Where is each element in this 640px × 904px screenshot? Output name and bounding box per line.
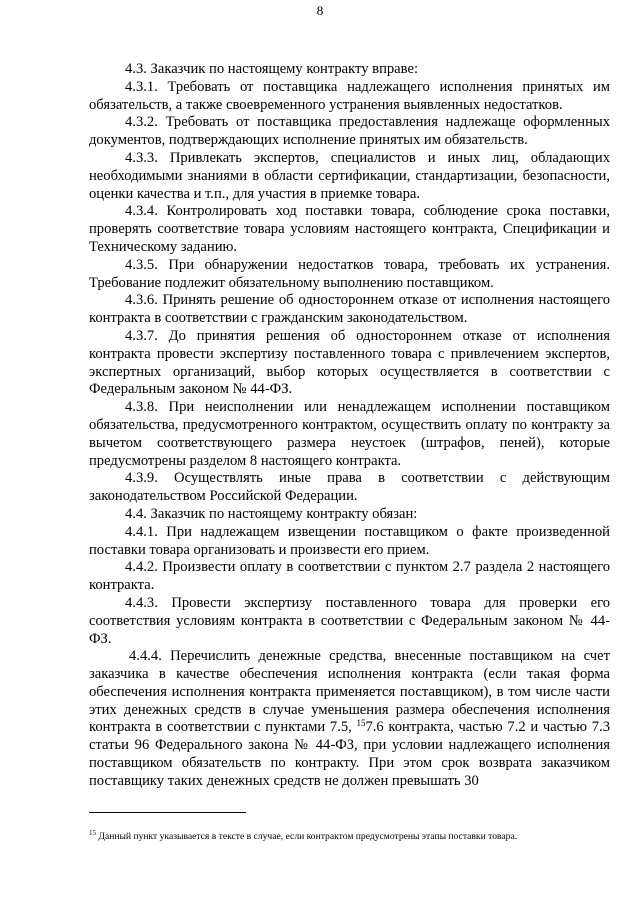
clause-4-4-1: 4.4.1. При надлежащем извещении поставщиком о факте произведенной поставки товара организовать и произвести его прием. <box>89 523 610 558</box>
clause-4-4-4-text-a: 4.4.4. Перечислить денежные средства, внесенные поставщиком на счет заказчика в качестве обеспечения исполнения контракта (если такая форма обеспечения исполнения контракта применяется поставщиком), в том числе части этих денежных средств в случае уменьшения размера обеспечения исполнения контракта в соответствии с пунктами 7.5, <box>89 648 610 736</box>
footnote-separator <box>89 812 246 813</box>
clause-4-3-2: 4.3.2. Требовать от поставщика предоставления надлежаще оформленных документов, подтверждающих исполнение принятых им обязательств. <box>89 114 610 149</box>
clause-4-3-8: 4.3.8. При неисполнении или ненадлежащем исполнении поставщиком обязательства, предусмотренного контрактом, осуществить оплату по контракту за вычетом соответствующего размера неустоек (штрафов, пеней), которые предусмотрены разделом 8 настоящего контракта. <box>89 399 610 469</box>
footnote-text: Данный пункт указывается в тексте в случае, если контрактом предусмотрены этапы поставки товара. <box>96 831 518 842</box>
clause-4-3: 4.3. Заказчик по настоящему контракту вправе: <box>125 61 418 77</box>
clause-4-4-4 <box>89 648 610 790</box>
clause-4-4-2: 4.4.2. Произвести оплату в соответствии с пунктом 2.7 раздела 2 настоящего контракта. <box>89 559 610 594</box>
page-number: 8 <box>316 3 324 18</box>
clause-4-4: 4.4. Заказчик по настоящему контракту обязан: <box>125 505 418 522</box>
clause-4-3-1: 4.3.1. Требовать от поставщика надлежащего исполнения принятых им обязательств, а также своевременного устранения выявленных недостатков. <box>89 78 610 113</box>
clause-4-3-9: 4.3.9. Осуществлять иные права в соответствии с действующим законодательством Российской Федерации. <box>89 470 610 505</box>
footnote-reference[interactable]: 15 <box>356 718 366 729</box>
clause-4-3-4: 4.3.4. Контролировать ход поставки товара, соблюдение срока поставки, проверять соответствие товара условиям настоящего контракта, Спецификации и Техническому заданию. <box>89 203 610 255</box>
clause-4-3-7: 4.3.7. До принятия решения об одностороннем отказе от исполнения контракта провести экспертизу поставленного товара с привлечением экспертов, экспертных организаций, выбор которых осуществляется в соответствии с Федеральным законом № 44-ФЗ. <box>89 327 610 398</box>
clause-4-3-6: 4.3.6. Принять решение об одностороннем отказе от исполнения настоящего контракта в соответствии с гражданским законодательством. <box>89 292 610 327</box>
clause-4-4-3: 4.4.3. Провести экспертизу поставленного товара для проверки его соответствия условиям контракта в соответствии с Федеральным законом № 44-ФЗ. <box>89 594 610 647</box>
footnote <box>89 831 610 843</box>
footnote-number: 15 <box>89 829 96 837</box>
clause-4-3-3: 4.3.3. Привлекать экспертов, специалистов и иных лиц, обладающих необходимыми знаниями в области сертификации, стандартизации, безопасности, оценки качества и т.п., для участия в приемке товара. <box>89 149 610 202</box>
clause-4-4-4-text-b: 7.6 контракта, частью 7.2 и частью 7.3 статьи 96 Федерального закона № 44-ФЗ, при условии надлежащего исполнения поставщиком обязательств по контракту. При этом срок возврата заказчиком поставщику таких денежных средств не должен превышать 30 <box>89 719 610 789</box>
contract-body <box>89 61 610 791</box>
clause-4-3-5: 4.3.5. При обнаружении недостатков товара, требовать их устранения. Требование подлежит обязательному выполнению поставщиком. <box>89 256 610 291</box>
